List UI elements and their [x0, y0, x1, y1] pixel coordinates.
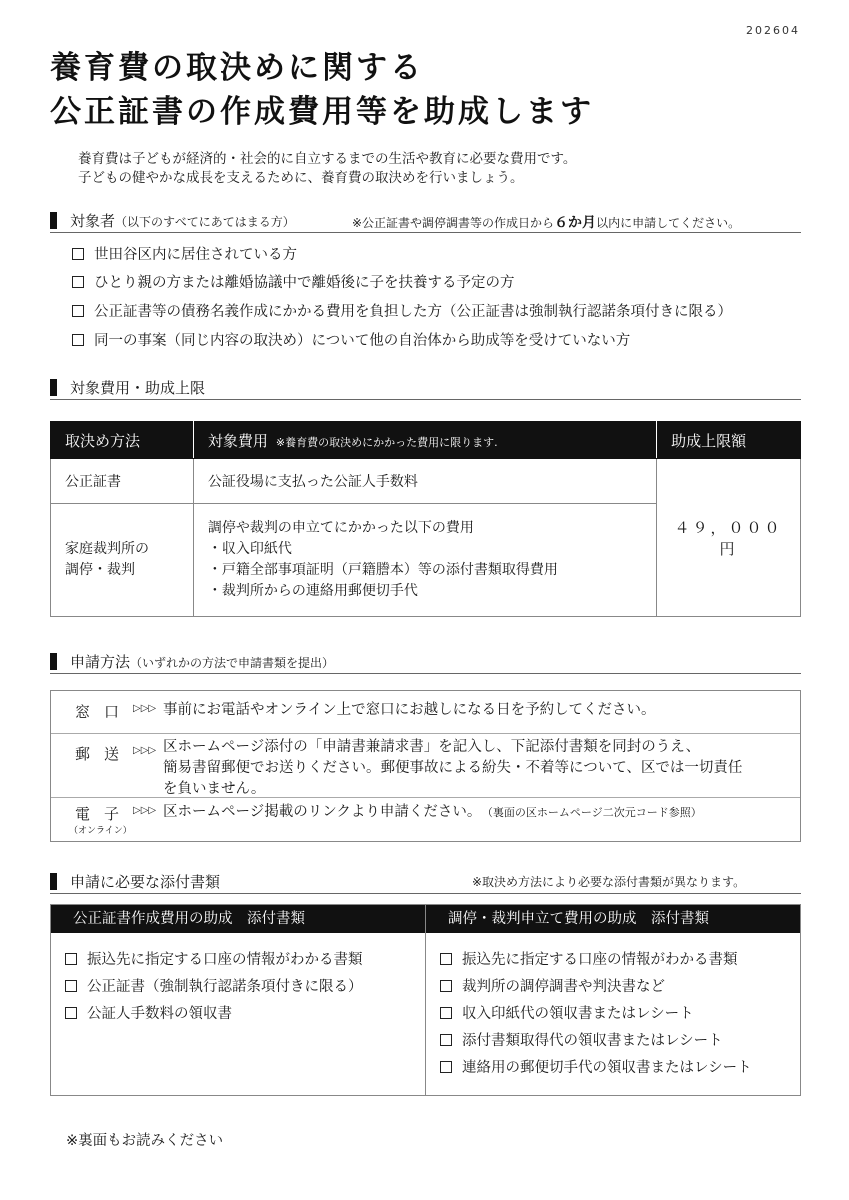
- window-text: 事前にお電話やオンライン上で窓口にお越しになる日を予約してください。: [163, 702, 656, 718]
- col-limit-header: 助成上限額: [657, 422, 801, 459]
- online-text: 区ホームページ掲載のリンクより申請ください。 （裏面の区ホームページ二次元コード参照）: [163, 804, 702, 820]
- table-row: [51, 459, 801, 504]
- footer-note: ※裏面もお読みください: [66, 1133, 224, 1149]
- eligible-heading: 対象者: [70, 212, 116, 230]
- section-marker: [50, 379, 57, 396]
- list-item: 振込先に指定する口座の情報がわかる書類: [65, 947, 425, 974]
- eligible-item: ひとり親の方または離婚協議中で離婚後に子を扶養する予定の方: [72, 271, 515, 292]
- cost-cell: 調停や裁判の申立てにかかった以下の費用 ・収入印紙代 ・戸籍全部事項証明（戸籍謄本）等の添付書類取得費用 ・裁判所からの連絡用郵便切手代: [193, 504, 656, 617]
- cost-table-header: [51, 422, 801, 459]
- eligible-heading-sub: （以下のすべてにあてはまる方）: [115, 215, 295, 229]
- method-cell: 家庭裁判所の 調停・裁判: [51, 504, 194, 617]
- checkbox-icon: [440, 980, 452, 992]
- eligible-item: 公正証書等の債務名義作成にかかる費用を負担した方（公正証書は強制執行認諾条項付きに限る）: [72, 300, 732, 321]
- cost-table: [50, 421, 801, 617]
- checkbox-icon: [65, 953, 77, 965]
- col-method-header: 取決め方法: [51, 422, 194, 459]
- window-label: 窓口: [75, 703, 134, 721]
- court-docs-list: [426, 933, 800, 1082]
- method-cell: 公正証書: [51, 459, 194, 504]
- list-item: 裁判所の調停調書や判決書など: [440, 974, 800, 1001]
- checkbox-icon: [72, 305, 84, 317]
- checkbox-icon: [440, 1007, 452, 1019]
- apply-window-row: [51, 691, 800, 734]
- apply-methods-box: [50, 690, 801, 842]
- section-marker: [50, 873, 57, 890]
- list-item: 連絡用の郵便切手代の領収書またはレシート: [440, 1055, 800, 1082]
- docs-heading-note: ※取決め方法により必要な添付書類が異なります。: [472, 875, 746, 889]
- checkbox-icon: [440, 1061, 452, 1073]
- list-item: 収入印紙代の領収書またはレシート: [440, 1001, 800, 1028]
- page-title-line2: 公正証書の作成費用等を助成します: [50, 94, 594, 130]
- section-marker: [50, 653, 57, 670]
- checkbox-icon: [72, 248, 84, 260]
- apply-section-header: [50, 651, 801, 674]
- court-docs-title: 調停・裁判申立て費用の助成 添付書類: [426, 905, 800, 933]
- col-cost-header: 対象費用 ※養育費の取決めにかかった費用に限ります.: [193, 422, 656, 459]
- docs-section-header: [50, 871, 801, 894]
- apply-mail-row: [51, 733, 800, 798]
- notary-docs-column: [51, 905, 426, 1095]
- docs-heading: 申請に必要な添付書類: [70, 873, 221, 891]
- document-code: 202604: [746, 24, 800, 37]
- online-label: 電子: [75, 805, 134, 823]
- online-sublabel: （オンライン）: [69, 826, 132, 836]
- list-item: 振込先に指定する口座の情報がわかる書類: [440, 947, 800, 974]
- list-item: 添付書類取得代の領収書またはレシート: [440, 1028, 800, 1055]
- mail-text: 区ホームページ添付の「申請書兼請求書」を記入し、下記添付書類を同封のうえ、 簡易書留郵便でお送りください。郵便事故による紛失・不着等について、区では一切責任 を負いません。: [163, 739, 743, 797]
- apply-heading: 申請方法: [70, 653, 131, 671]
- triple-arrow-icon: ▷▷▷: [133, 703, 157, 714]
- intro-line1: 養育費は子どもが経済的・社会的に自立するまでの生活や教育に必要な費用です。: [78, 151, 577, 167]
- checkbox-icon: [65, 1007, 77, 1019]
- page-title-line1: 養育費の取決めに関する: [50, 50, 424, 86]
- eligible-item: 同一の事案（同じ内容の取決め）について他の自治体から助成等を受けていない方: [72, 329, 630, 350]
- list-item: 公正証書（強制執行認諾条項付きに限る）: [65, 974, 425, 1001]
- checkbox-icon: [440, 953, 452, 965]
- eligible-item: 世田谷区内に居住されている方: [72, 243, 297, 264]
- docs-table: [50, 904, 801, 1096]
- intro-line2: 子どもの健やかな成長を支えるために、養育費の取決めを行いましょう。: [78, 170, 524, 186]
- court-docs-column: [426, 905, 800, 1095]
- notary-docs-title: 公正証書作成費用の助成 添付書類: [51, 905, 425, 933]
- checkbox-icon: [440, 1034, 452, 1046]
- triple-arrow-icon: ▷▷▷: [133, 805, 157, 816]
- limit-cell: ４９，０００円: [657, 459, 801, 617]
- section-marker: [50, 212, 57, 229]
- eligible-section-header: [50, 210, 801, 233]
- checkbox-icon: [72, 276, 84, 288]
- notary-docs-list: [51, 933, 425, 1028]
- triple-arrow-icon: ▷▷▷: [133, 745, 157, 756]
- checkbox-icon: [72, 334, 84, 346]
- checkbox-icon: [65, 980, 77, 992]
- costs-heading: 対象費用・助成上限: [70, 379, 206, 397]
- cost-cell: 公証役場に支払った公証人手数料: [193, 459, 656, 504]
- list-item: 公証人手数料の領収書: [65, 1001, 425, 1028]
- eligible-deadline-note: ※公正証書や調停調書等の作成日から６か月以内に申請してください。: [352, 215, 741, 231]
- apply-heading-sub: （いずれかの方法で申請書類を提出）: [130, 656, 335, 670]
- mail-label: 郵送: [75, 745, 134, 763]
- costs-section-header: [50, 377, 801, 400]
- apply-online-row: [51, 797, 800, 843]
